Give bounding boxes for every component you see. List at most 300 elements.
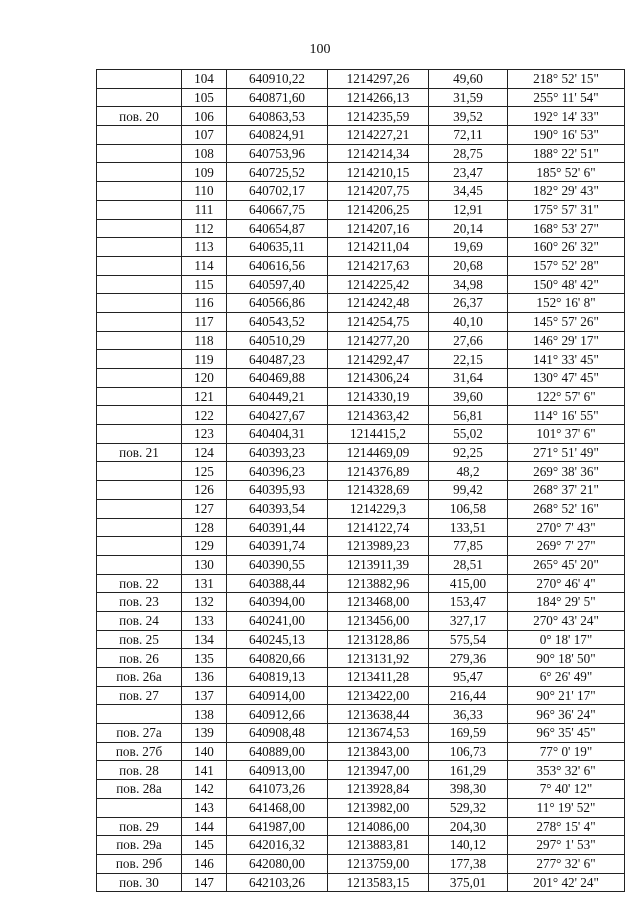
table-row bbox=[97, 200, 625, 219]
y-coordinate-cell: 1213456,00 bbox=[328, 611, 429, 630]
x-coordinate-cell: 640245,13 bbox=[227, 630, 328, 649]
point-number-cell: 146 bbox=[182, 854, 227, 873]
direction-angle-cell: 6° 26' 49" bbox=[508, 668, 625, 687]
turn-point-cell bbox=[97, 294, 182, 313]
y-coordinate-cell: 1214225,42 bbox=[328, 275, 429, 294]
y-coordinate-cell: 1214211,04 bbox=[328, 238, 429, 257]
turn-point-cell bbox=[97, 425, 182, 444]
x-coordinate-cell: 642103,26 bbox=[227, 873, 328, 892]
turn-point-cell: пов. 22 bbox=[97, 574, 182, 593]
point-number-cell: 105 bbox=[182, 88, 227, 107]
point-number-cell: 115 bbox=[182, 275, 227, 294]
segment-length-cell: 327,17 bbox=[429, 611, 508, 630]
x-coordinate-cell: 640635,11 bbox=[227, 238, 328, 257]
table-row bbox=[97, 294, 625, 313]
x-coordinate-cell: 640390,55 bbox=[227, 555, 328, 574]
y-coordinate-cell: 1213982,00 bbox=[328, 798, 429, 817]
table-row bbox=[97, 537, 625, 556]
turn-point-cell bbox=[97, 518, 182, 537]
turn-point-cell: пов. 23 bbox=[97, 593, 182, 612]
table-row bbox=[97, 331, 625, 350]
direction-angle-cell: 188° 22' 51" bbox=[508, 144, 625, 163]
table-row bbox=[97, 611, 625, 630]
direction-angle-cell: 268° 37' 21" bbox=[508, 481, 625, 500]
segment-length-cell: 106,58 bbox=[429, 499, 508, 518]
point-number-cell: 133 bbox=[182, 611, 227, 630]
direction-angle-cell: 160° 26' 32" bbox=[508, 238, 625, 257]
segment-length-cell: 177,38 bbox=[429, 854, 508, 873]
turn-point-cell: пов. 20 bbox=[97, 107, 182, 126]
y-coordinate-cell: 1214330,19 bbox=[328, 387, 429, 406]
segment-length-cell: 72,11 bbox=[429, 126, 508, 145]
turn-point-cell bbox=[97, 705, 182, 724]
point-number-cell: 110 bbox=[182, 182, 227, 201]
direction-angle-cell: 90° 21' 17" bbox=[508, 686, 625, 705]
direction-angle-cell: 168° 53' 27" bbox=[508, 219, 625, 238]
x-coordinate-cell: 640871,60 bbox=[227, 88, 328, 107]
turn-point-cell bbox=[97, 275, 182, 294]
y-coordinate-cell: 1213583,15 bbox=[328, 873, 429, 892]
segment-length-cell: 12,91 bbox=[429, 200, 508, 219]
y-coordinate-cell: 1213674,53 bbox=[328, 724, 429, 743]
x-coordinate-cell: 640391,44 bbox=[227, 518, 328, 537]
segment-length-cell: 40,10 bbox=[429, 312, 508, 331]
x-coordinate-cell: 640819,13 bbox=[227, 668, 328, 687]
segment-length-cell: 204,30 bbox=[429, 817, 508, 836]
x-coordinate-cell: 640388,44 bbox=[227, 574, 328, 593]
x-coordinate-cell: 642016,32 bbox=[227, 836, 328, 855]
segment-length-cell: 169,59 bbox=[429, 724, 508, 743]
x-coordinate-cell: 640394,00 bbox=[227, 593, 328, 612]
table-row bbox=[97, 836, 625, 855]
table-row bbox=[97, 163, 625, 182]
point-number-cell: 145 bbox=[182, 836, 227, 855]
y-coordinate-cell: 1214297,26 bbox=[328, 70, 429, 89]
segment-length-cell: 398,30 bbox=[429, 780, 508, 799]
point-number-cell: 108 bbox=[182, 144, 227, 163]
point-number-cell: 144 bbox=[182, 817, 227, 836]
table-row bbox=[97, 705, 625, 724]
table-row bbox=[97, 686, 625, 705]
turn-point-cell bbox=[97, 555, 182, 574]
turn-point-cell: пов. 24 bbox=[97, 611, 182, 630]
point-number-cell: 109 bbox=[182, 163, 227, 182]
direction-angle-cell: 7° 40' 12" bbox=[508, 780, 625, 799]
segment-length-cell: 22,15 bbox=[429, 350, 508, 369]
segment-length-cell: 56,81 bbox=[429, 406, 508, 425]
turn-point-cell: пов. 27а bbox=[97, 724, 182, 743]
table-row bbox=[97, 107, 625, 126]
direction-angle-cell: 185° 52' 6" bbox=[508, 163, 625, 182]
segment-length-cell: 34,45 bbox=[429, 182, 508, 201]
table-row bbox=[97, 387, 625, 406]
x-coordinate-cell: 641073,26 bbox=[227, 780, 328, 799]
turn-point-cell: пов. 28 bbox=[97, 761, 182, 780]
segment-length-cell: 20,14 bbox=[429, 219, 508, 238]
turn-point-cell: пов. 26 bbox=[97, 649, 182, 668]
point-number-cell: 127 bbox=[182, 499, 227, 518]
direction-angle-cell: 96° 36' 24" bbox=[508, 705, 625, 724]
y-coordinate-cell: 1214229,3 bbox=[328, 499, 429, 518]
segment-length-cell: 415,00 bbox=[429, 574, 508, 593]
direction-angle-cell: 157° 52' 28" bbox=[508, 256, 625, 275]
x-coordinate-cell: 640616,56 bbox=[227, 256, 328, 275]
segment-length-cell: 28,75 bbox=[429, 144, 508, 163]
y-coordinate-cell: 1214376,89 bbox=[328, 462, 429, 481]
turn-point-cell bbox=[97, 144, 182, 163]
segment-length-cell: 575,54 bbox=[429, 630, 508, 649]
x-coordinate-cell: 640393,23 bbox=[227, 443, 328, 462]
turn-point-cell: пов. 29 bbox=[97, 817, 182, 836]
point-number-cell: 131 bbox=[182, 574, 227, 593]
point-number-cell: 125 bbox=[182, 462, 227, 481]
turn-point-cell bbox=[97, 350, 182, 369]
table-row bbox=[97, 88, 625, 107]
y-coordinate-cell: 1213843,00 bbox=[328, 742, 429, 761]
direction-angle-cell: 152° 16' 8" bbox=[508, 294, 625, 313]
point-number-cell: 118 bbox=[182, 331, 227, 350]
table-row bbox=[97, 593, 625, 612]
direction-angle-cell: 122° 57' 6" bbox=[508, 387, 625, 406]
table-row bbox=[97, 256, 625, 275]
point-number-cell: 135 bbox=[182, 649, 227, 668]
y-coordinate-cell: 1213947,00 bbox=[328, 761, 429, 780]
x-coordinate-cell: 640510,29 bbox=[227, 331, 328, 350]
direction-angle-cell: 255° 11' 54" bbox=[508, 88, 625, 107]
y-coordinate-cell: 1214306,24 bbox=[328, 369, 429, 388]
table-row bbox=[97, 369, 625, 388]
turn-point-cell: пов. 26а bbox=[97, 668, 182, 687]
table-row bbox=[97, 742, 625, 761]
point-number-cell: 139 bbox=[182, 724, 227, 743]
direction-angle-cell: 277° 32' 6" bbox=[508, 854, 625, 873]
turn-point-cell bbox=[97, 798, 182, 817]
x-coordinate-cell: 640487,23 bbox=[227, 350, 328, 369]
direction-angle-cell: 218° 52' 15" bbox=[508, 70, 625, 89]
segment-length-cell: 31,59 bbox=[429, 88, 508, 107]
segment-length-cell: 48,2 bbox=[429, 462, 508, 481]
point-number-cell: 140 bbox=[182, 742, 227, 761]
x-coordinate-cell: 640404,31 bbox=[227, 425, 328, 444]
direction-angle-cell: 190° 16' 53" bbox=[508, 126, 625, 145]
segment-length-cell: 34,98 bbox=[429, 275, 508, 294]
direction-angle-cell: 96° 35' 45" bbox=[508, 724, 625, 743]
segment-length-cell: 133,51 bbox=[429, 518, 508, 537]
turn-point-cell: пов. 28а bbox=[97, 780, 182, 799]
turn-point-cell: пов. 27б bbox=[97, 742, 182, 761]
point-number-cell: 130 bbox=[182, 555, 227, 574]
table-row bbox=[97, 126, 625, 145]
x-coordinate-cell: 640241,00 bbox=[227, 611, 328, 630]
y-coordinate-cell: 1214292,47 bbox=[328, 350, 429, 369]
direction-angle-cell: 265° 45' 20" bbox=[508, 555, 625, 574]
table-row bbox=[97, 312, 625, 331]
segment-length-cell: 39,52 bbox=[429, 107, 508, 126]
table-row bbox=[97, 443, 625, 462]
direction-angle-cell: 270° 7' 43" bbox=[508, 518, 625, 537]
point-number-cell: 122 bbox=[182, 406, 227, 425]
segment-length-cell: 375,01 bbox=[429, 873, 508, 892]
direction-angle-cell: 268° 52' 16" bbox=[508, 499, 625, 518]
turn-point-cell bbox=[97, 256, 182, 275]
direction-angle-cell: 184° 29' 5" bbox=[508, 593, 625, 612]
table-row bbox=[97, 182, 625, 201]
direction-angle-cell: 77° 0' 19" bbox=[508, 742, 625, 761]
point-number-cell: 112 bbox=[182, 219, 227, 238]
turn-point-cell bbox=[97, 369, 182, 388]
y-coordinate-cell: 1213928,84 bbox=[328, 780, 429, 799]
segment-length-cell: 55,02 bbox=[429, 425, 508, 444]
y-coordinate-cell: 1213422,00 bbox=[328, 686, 429, 705]
point-number-cell: 107 bbox=[182, 126, 227, 145]
x-coordinate-cell: 640396,23 bbox=[227, 462, 328, 481]
turn-point-cell: пов. 21 bbox=[97, 443, 182, 462]
point-number-cell: 132 bbox=[182, 593, 227, 612]
direction-angle-cell: 90° 18' 50" bbox=[508, 649, 625, 668]
segment-length-cell: 529,32 bbox=[429, 798, 508, 817]
y-coordinate-cell: 1213638,44 bbox=[328, 705, 429, 724]
turn-point-cell bbox=[97, 537, 182, 556]
y-coordinate-cell: 1213759,00 bbox=[328, 854, 429, 873]
y-coordinate-cell: 1214328,69 bbox=[328, 481, 429, 500]
x-coordinate-cell: 640889,00 bbox=[227, 742, 328, 761]
segment-length-cell: 20,68 bbox=[429, 256, 508, 275]
segment-length-cell: 216,44 bbox=[429, 686, 508, 705]
turn-point-cell bbox=[97, 238, 182, 257]
page-number: 100 bbox=[309, 42, 331, 57]
table-row bbox=[97, 350, 625, 369]
x-coordinate-cell: 640667,75 bbox=[227, 200, 328, 219]
y-coordinate-cell: 1214254,75 bbox=[328, 312, 429, 331]
point-number-cell: 138 bbox=[182, 705, 227, 724]
table-row bbox=[97, 238, 625, 257]
y-coordinate-cell: 1214086,00 bbox=[328, 817, 429, 836]
table-row bbox=[97, 724, 625, 743]
table-row bbox=[97, 780, 625, 799]
segment-length-cell: 279,36 bbox=[429, 649, 508, 668]
x-coordinate-cell: 640863,53 bbox=[227, 107, 328, 126]
direction-angle-cell: 278° 15' 4" bbox=[508, 817, 625, 836]
direction-angle-cell: 270° 46' 4" bbox=[508, 574, 625, 593]
point-number-cell: 136 bbox=[182, 668, 227, 687]
point-number-cell: 141 bbox=[182, 761, 227, 780]
point-number-cell: 129 bbox=[182, 537, 227, 556]
x-coordinate-cell: 640913,00 bbox=[227, 761, 328, 780]
x-coordinate-cell: 640566,86 bbox=[227, 294, 328, 313]
direction-angle-cell: 11° 19' 52" bbox=[508, 798, 625, 817]
segment-length-cell: 26,37 bbox=[429, 294, 508, 313]
point-number-cell: 147 bbox=[182, 873, 227, 892]
x-coordinate-cell: 640469,88 bbox=[227, 369, 328, 388]
turn-point-cell bbox=[97, 200, 182, 219]
x-coordinate-cell: 640824,91 bbox=[227, 126, 328, 145]
table-row bbox=[97, 425, 625, 444]
x-coordinate-cell: 640427,67 bbox=[227, 406, 328, 425]
turn-point-cell: пов. 25 bbox=[97, 630, 182, 649]
table-row bbox=[97, 668, 625, 687]
table-row bbox=[97, 144, 625, 163]
turn-point-cell: пов. 29б bbox=[97, 854, 182, 873]
y-coordinate-cell: 1213411,28 bbox=[328, 668, 429, 687]
point-number-cell: 113 bbox=[182, 238, 227, 257]
y-coordinate-cell: 1214415,2 bbox=[328, 425, 429, 444]
turn-point-cell bbox=[97, 331, 182, 350]
segment-length-cell: 153,47 bbox=[429, 593, 508, 612]
segment-length-cell: 106,73 bbox=[429, 742, 508, 761]
table-row bbox=[97, 817, 625, 836]
table-row bbox=[97, 555, 625, 574]
turn-point-cell: пов. 30 bbox=[97, 873, 182, 892]
point-number-cell: 116 bbox=[182, 294, 227, 313]
x-coordinate-cell: 640725,52 bbox=[227, 163, 328, 182]
y-coordinate-cell: 1213468,00 bbox=[328, 593, 429, 612]
point-number-cell: 123 bbox=[182, 425, 227, 444]
segment-length-cell: 31,64 bbox=[429, 369, 508, 388]
segment-length-cell: 92,25 bbox=[429, 443, 508, 462]
y-coordinate-cell: 1214206,25 bbox=[328, 200, 429, 219]
turn-point-cell bbox=[97, 406, 182, 425]
segment-length-cell: 77,85 bbox=[429, 537, 508, 556]
segment-length-cell: 99,42 bbox=[429, 481, 508, 500]
y-coordinate-cell: 1214235,59 bbox=[328, 107, 429, 126]
turn-point-cell bbox=[97, 163, 182, 182]
table-row bbox=[97, 854, 625, 873]
x-coordinate-cell: 640597,40 bbox=[227, 275, 328, 294]
turn-point-cell bbox=[97, 481, 182, 500]
direction-angle-cell: 175° 57' 31" bbox=[508, 200, 625, 219]
y-coordinate-cell: 1214469,09 bbox=[328, 443, 429, 462]
y-coordinate-cell: 1213131,92 bbox=[328, 649, 429, 668]
y-coordinate-cell: 1213883,81 bbox=[328, 836, 429, 855]
segment-length-cell: 28,51 bbox=[429, 555, 508, 574]
point-number-cell: 126 bbox=[182, 481, 227, 500]
turn-point-cell bbox=[97, 182, 182, 201]
direction-angle-cell: 141° 33' 45" bbox=[508, 350, 625, 369]
turn-point-cell bbox=[97, 88, 182, 107]
table-row bbox=[97, 518, 625, 537]
y-coordinate-cell: 1213128,86 bbox=[328, 630, 429, 649]
y-coordinate-cell: 1214122,74 bbox=[328, 518, 429, 537]
x-coordinate-cell: 640908,48 bbox=[227, 724, 328, 743]
direction-angle-cell: 182° 29' 43" bbox=[508, 182, 625, 201]
y-coordinate-cell: 1214207,75 bbox=[328, 182, 429, 201]
y-coordinate-cell: 1214207,16 bbox=[328, 219, 429, 238]
x-coordinate-cell: 640393,54 bbox=[227, 499, 328, 518]
segment-length-cell: 49,60 bbox=[429, 70, 508, 89]
turn-point-cell bbox=[97, 387, 182, 406]
table-row bbox=[97, 219, 625, 238]
y-coordinate-cell: 1214242,48 bbox=[328, 294, 429, 313]
y-coordinate-cell: 1214214,34 bbox=[328, 144, 429, 163]
table-row bbox=[97, 462, 625, 481]
point-number-cell: 134 bbox=[182, 630, 227, 649]
x-coordinate-cell: 640914,00 bbox=[227, 686, 328, 705]
point-number-cell: 114 bbox=[182, 256, 227, 275]
table-row bbox=[97, 70, 625, 89]
segment-length-cell: 36,33 bbox=[429, 705, 508, 724]
direction-angle-cell: 101° 37' 6" bbox=[508, 425, 625, 444]
direction-angle-cell: 270° 43' 24" bbox=[508, 611, 625, 630]
coordinates-table-body bbox=[97, 70, 625, 892]
segment-length-cell: 39,60 bbox=[429, 387, 508, 406]
point-number-cell: 120 bbox=[182, 369, 227, 388]
table-row bbox=[97, 761, 625, 780]
point-number-cell: 117 bbox=[182, 312, 227, 331]
turn-point-cell bbox=[97, 312, 182, 331]
y-coordinate-cell: 1213911,39 bbox=[328, 555, 429, 574]
table-row bbox=[97, 630, 625, 649]
y-coordinate-cell: 1214277,20 bbox=[328, 331, 429, 350]
x-coordinate-cell: 640753,96 bbox=[227, 144, 328, 163]
turn-point-cell bbox=[97, 462, 182, 481]
segment-length-cell: 27,66 bbox=[429, 331, 508, 350]
direction-angle-cell: 145° 57' 26" bbox=[508, 312, 625, 331]
x-coordinate-cell: 640395,93 bbox=[227, 481, 328, 500]
turn-point-cell: пов. 27 bbox=[97, 686, 182, 705]
table-row bbox=[97, 798, 625, 817]
x-coordinate-cell: 640820,66 bbox=[227, 649, 328, 668]
direction-angle-cell: 201° 42' 24" bbox=[508, 873, 625, 892]
point-number-cell: 142 bbox=[182, 780, 227, 799]
segment-length-cell: 140,12 bbox=[429, 836, 508, 855]
point-number-cell: 121 bbox=[182, 387, 227, 406]
y-coordinate-cell: 1214210,15 bbox=[328, 163, 429, 182]
x-coordinate-cell: 641987,00 bbox=[227, 817, 328, 836]
direction-angle-cell: 0° 18' 17" bbox=[508, 630, 625, 649]
table-row bbox=[97, 481, 625, 500]
point-number-cell: 124 bbox=[182, 443, 227, 462]
direction-angle-cell: 271° 51' 49" bbox=[508, 443, 625, 462]
direction-angle-cell: 269° 38' 36" bbox=[508, 462, 625, 481]
x-coordinate-cell: 640910,22 bbox=[227, 70, 328, 89]
table-row bbox=[97, 574, 625, 593]
x-coordinate-cell: 641468,00 bbox=[227, 798, 328, 817]
table-row bbox=[97, 499, 625, 518]
x-coordinate-cell: 640912,66 bbox=[227, 705, 328, 724]
y-coordinate-cell: 1213882,96 bbox=[328, 574, 429, 593]
y-coordinate-cell: 1213989,23 bbox=[328, 537, 429, 556]
point-number-cell: 106 bbox=[182, 107, 227, 126]
direction-angle-cell: 150° 48' 42" bbox=[508, 275, 625, 294]
point-number-cell: 104 bbox=[182, 70, 227, 89]
table-row bbox=[97, 649, 625, 668]
direction-angle-cell: 146° 29' 17" bbox=[508, 331, 625, 350]
y-coordinate-cell: 1214363,42 bbox=[328, 406, 429, 425]
y-coordinate-cell: 1214217,63 bbox=[328, 256, 429, 275]
turn-point-cell bbox=[97, 499, 182, 518]
x-coordinate-cell: 640449,21 bbox=[227, 387, 328, 406]
turn-point-cell bbox=[97, 219, 182, 238]
x-coordinate-cell: 642080,00 bbox=[227, 854, 328, 873]
direction-angle-cell: 130° 47' 45" bbox=[508, 369, 625, 388]
direction-angle-cell: 192° 14' 33" bbox=[508, 107, 625, 126]
segment-length-cell: 161,29 bbox=[429, 761, 508, 780]
turn-point-cell: пов. 29а bbox=[97, 836, 182, 855]
segment-length-cell: 95,47 bbox=[429, 668, 508, 687]
y-coordinate-cell: 1214227,21 bbox=[328, 126, 429, 145]
point-number-cell: 143 bbox=[182, 798, 227, 817]
turn-point-cell bbox=[97, 70, 182, 89]
table-row bbox=[97, 873, 625, 892]
point-number-cell: 137 bbox=[182, 686, 227, 705]
direction-angle-cell: 114° 16' 55" bbox=[508, 406, 625, 425]
x-coordinate-cell: 640654,87 bbox=[227, 219, 328, 238]
point-number-cell: 119 bbox=[182, 350, 227, 369]
table-row bbox=[97, 275, 625, 294]
x-coordinate-cell: 640391,74 bbox=[227, 537, 328, 556]
x-coordinate-cell: 640702,17 bbox=[227, 182, 328, 201]
point-number-cell: 111 bbox=[182, 200, 227, 219]
